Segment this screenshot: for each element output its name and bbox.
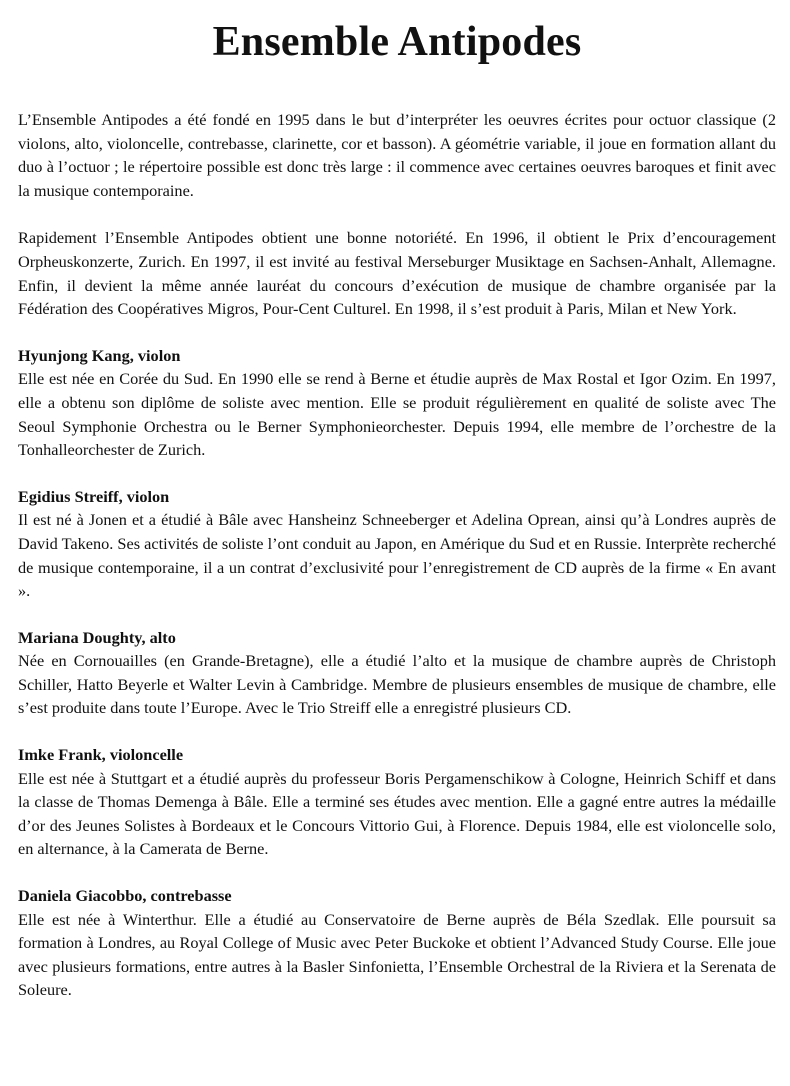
member-bio: Elle est née à Stuttgart et a étudié auprès du professeur Boris Pergamenschikow à Cologne, Heinrich Schiff et dans la classe de Thomas Demenga à Bâle. Elle a terminé ses études avec mention. Elle a gagné entre autres la médaille d’or des Jeunes Solistes à Bordeaux et le Concours Vittorio Gui, à Florence. Depuis 1984, elle est violoncelle solo, en alternance, à la Camerata de Berne. — [18, 768, 776, 859]
member-section-giacobbo — [18, 884, 776, 1002]
intro-paragraph-reputation: Rapidement l’Ensemble Antipodes obtient une bonne notoriété. En 1996, il obtient le Prix d’encouragement Orpheuskonzerte, Zurich. En 1997, il est invité au festival Merseburger Musiktage en Sachsen-Anhalt, Allemagne. Enfin, il devient la même année lauréat du concours d’exécution de musique de chambre organisée par la Fédération des Coopératives Migros, Pour-Cent Culturel. En 1998, il s’est produit à Paris, Milan et New York. — [18, 228, 776, 319]
member-section-doughty — [18, 626, 776, 720]
intro-paragraph-founding: L’Ensemble Antipodes a été fondé en 1995 dans le but d’interpréter les oeuvres écrites pour octuor classique (2 violons, alto, violoncelle, contrebasse, clarinette, cor et basson). A géométrie variable, il joue en formation allant du duo à l’octuor ; le répertoire possible est donc très large : il commence avec certaines oeuvres baroques et finit avec la musique contemporaine. — [18, 110, 776, 200]
member-name: Mariana Doughty, alto — [18, 627, 176, 647]
member-bio: Il est né à Jonen et a étudié à Bâle avec Hansheinz Schneeberger et Adelina Oprean, ainsi qu’à Londres auprès de David Takeno. Ses activités de soliste l’ont conduit au Japon, en Amérique du Sud et en Russie. Interprète recherché de musique contemporaine, il a un contrat d’exclusivité pour l’enregistrement de CD auprès de la firme « En avant ». — [18, 510, 776, 601]
member-section-streiff — [18, 485, 776, 603]
member-bio: Née en Cornouailles (en Grande-Bretagne), elle a étudié l’alto et la musique de chambre auprès de Christoph Schiller, Hatto Beyerle et Walter Levin à Cambridge. Membre de plusieurs ensembles de musique de chambre, elle s’est produite dans toute l’Europe. Avec le Trio Streiff elle a enregistré plusieurs CD. — [18, 651, 776, 718]
member-section-frank — [18, 743, 776, 861]
member-name: Hyunjong Kang, violon — [18, 345, 181, 365]
member-bio: Elle est née en Corée du Sud. En 1990 elle se rend à Berne et étudie auprès de Max Rostal et Igor Ozim. En 1997, elle a obtenu son diplôme de soliste avec mention. Elle se produit régulièrement en qualité de soliste avec The Seoul Symphonie Orchestra ou le Berner Symphonieorchester. Depuis 1994, elle membre de l’orchestre de la Tonhalleorchester de Zurich. — [18, 369, 776, 460]
member-name: Daniela Giacobbo, contrebasse — [18, 886, 232, 906]
member-name: Egidius Streiff, violon — [18, 486, 170, 506]
member-name: Imke Frank, violoncelle — [18, 745, 184, 765]
document-title: Ensemble Antipodes — [212, 19, 582, 65]
member-section-kang — [18, 344, 776, 462]
member-bio: Elle est née à Winterthur. Elle a étudié au Conservatoire de Berne auprès de Béla Szedlak. Elle poursuit sa formation à Londres, au Royal College of Music avec Peter Buckoke et obtient l’Advanced Study Course. Elle joue avec plusieurs formations, entre autres à la Basler Sinfonietta, l’Ensemble Orchestral de la Riviera et la Serenata de Soleure. — [18, 909, 776, 1000]
